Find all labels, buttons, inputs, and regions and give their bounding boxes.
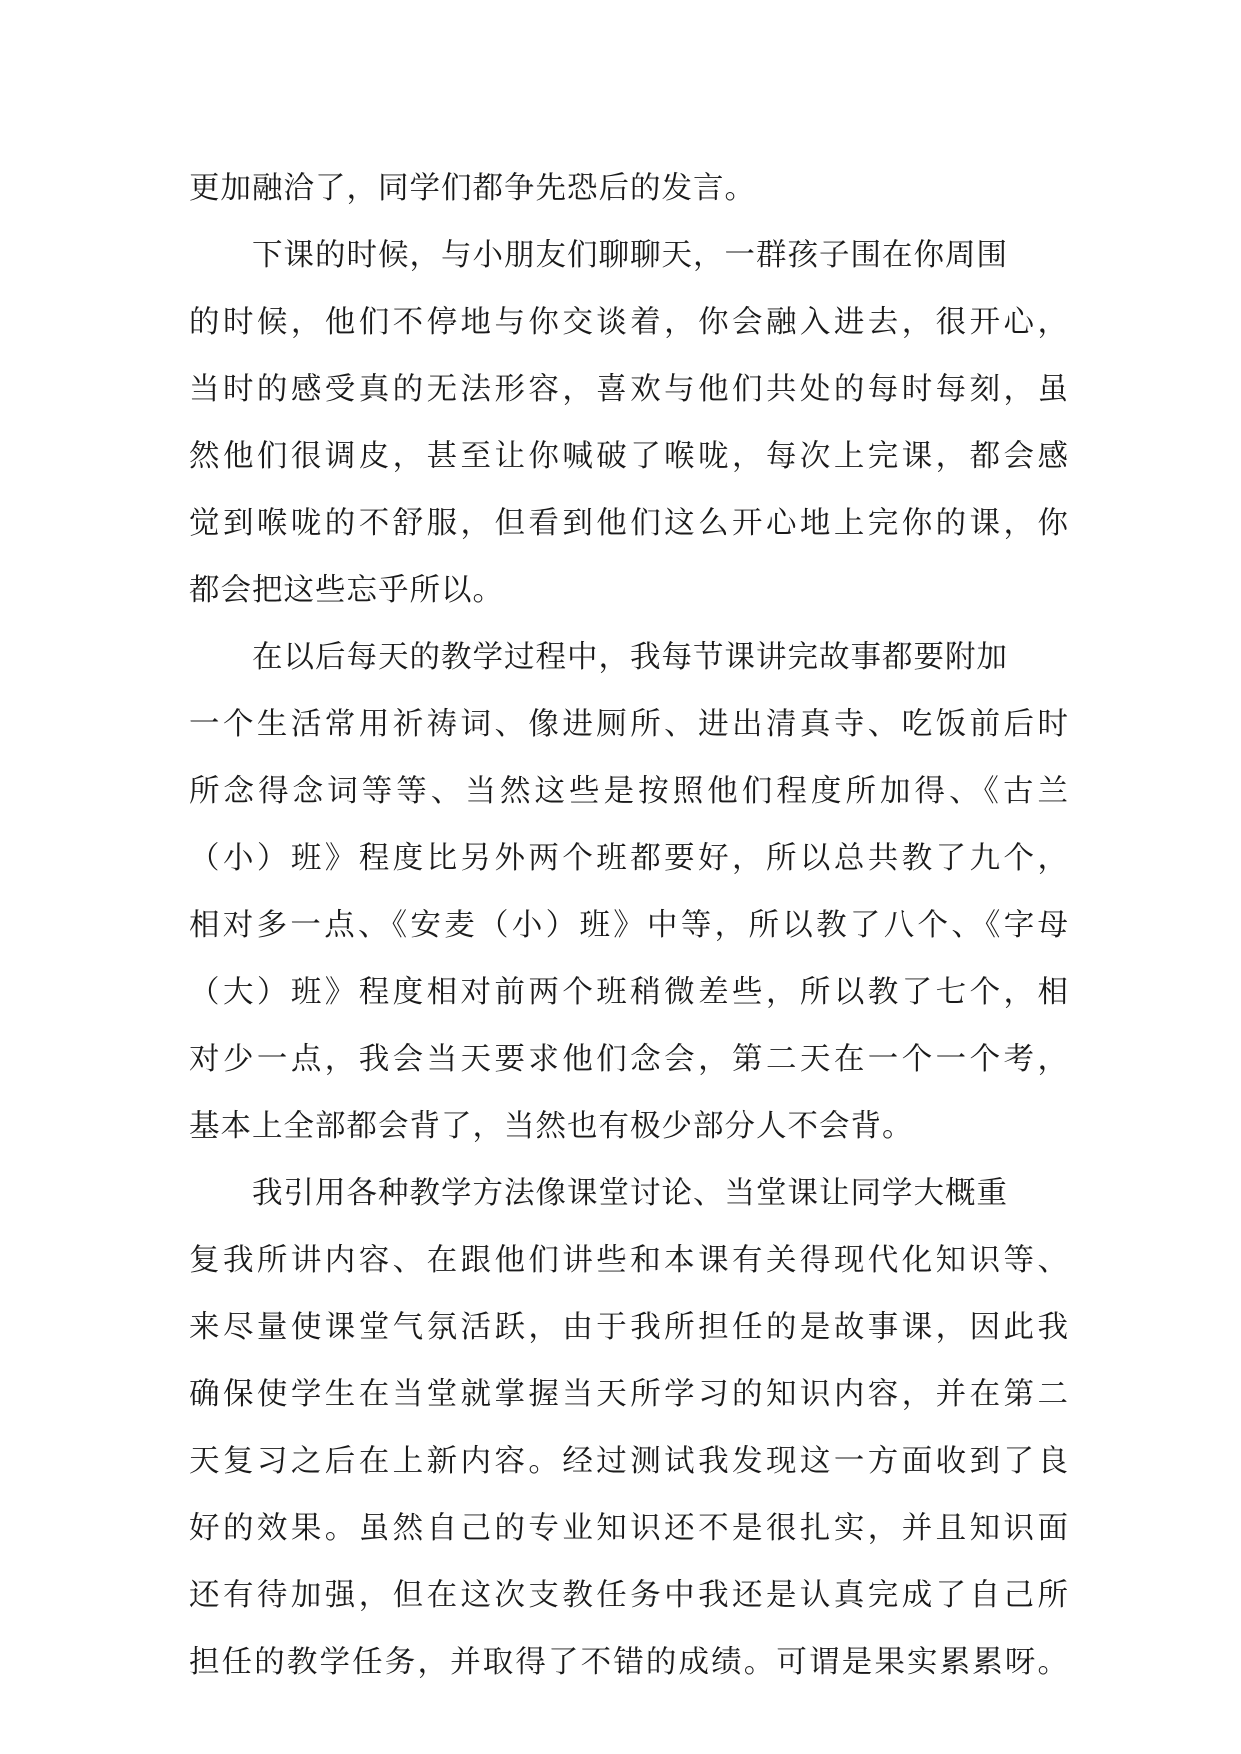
text-line: 担任的教学任务，并取得了不错的成绩。可谓是果实累累呀。 <box>189 1645 1069 1680</box>
text-line: 更加融洽了，同学们都争先恐后的发言。 <box>189 171 756 206</box>
text-line: 当时的感受真的无法形容，喜欢与他们共处的每时每刻，虽 <box>189 372 1069 407</box>
text-line: 来尽量使课堂气氛活跃，由于我所担任的是故事课，因此我 <box>189 1310 1069 1345</box>
text-line: 相对多一点、《安麦（小）班》中等，所以教了八个、《字母 <box>189 908 1069 943</box>
text-line: 天复习之后在上新内容。经过测试我发现这一方面收到了良 <box>189 1444 1069 1479</box>
paragraph-first-line: 下课的时候，与小朋友们聊聊天，一群孩子围在你周围 <box>252 238 1008 273</box>
text-line: 然他们很调皮，甚至让你喊破了喉咙，每次上完课，都会感 <box>189 439 1069 474</box>
text-line: 的时候，他们不停地与你交谈着，你会融入进去，很开心， <box>189 305 1069 340</box>
paragraph-first-line: 在以后每天的教学过程中，我每节课讲完故事都要附加 <box>252 640 1008 675</box>
text-line: 复我所讲内容、在跟他们讲些和本课有关得现代化知识等、 <box>189 1243 1069 1278</box>
paragraph-first-line: 我引用各种教学方法像课堂讨论、当堂课让同学大概重 <box>252 1176 1008 1211</box>
text-line: （大）班》程度相对前两个班稍微差些，所以教了七个，相 <box>189 975 1069 1010</box>
text-line: 觉到喉咙的不舒服，但看到他们这么开心地上完你的课，你 <box>189 506 1069 541</box>
body-text <box>189 155 1069 1696</box>
text-line: 确保使学生在当堂就掌握当天所学习的知识内容，并在第二 <box>189 1377 1069 1412</box>
text-line: 好的效果。虽然自己的专业知识还不是很扎实，并且知识面 <box>189 1511 1069 1546</box>
text-line: 所念得念词等等、当然这些是按照他们程度所加得、《古兰 <box>189 774 1069 809</box>
text-line: 对少一点，我会当天要求他们念会，第二天在一个一个考， <box>189 1042 1069 1077</box>
text-line: 都会把这些忘乎所以。 <box>189 573 504 608</box>
text-line: 基本上全部都会背了，当然也有极少部分人不会背。 <box>189 1109 914 1144</box>
text-line: （小）班》程度比另外两个班都要好，所以总共教了九个， <box>189 841 1069 876</box>
text-line: 还有待加强，但在这次支教任务中我还是认真完成了自己所 <box>189 1578 1069 1613</box>
text-line: 一个生活常用祈祷词、像进厕所、进出清真寺、吃饭前后时 <box>189 707 1069 742</box>
